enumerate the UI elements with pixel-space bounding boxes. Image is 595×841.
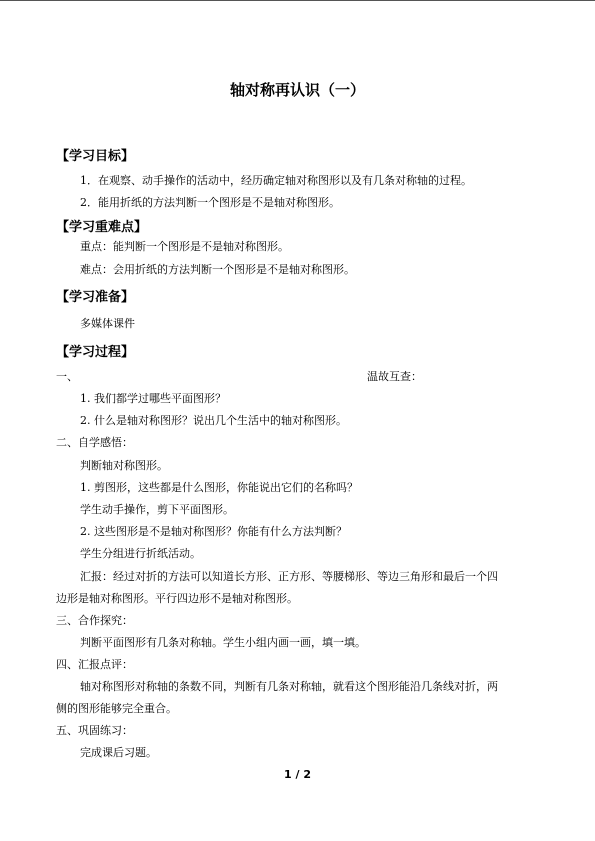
part2-line-2: 1. 剪图形，这些都是什么图形，你能说出它们的名称吗？: [80, 481, 358, 494]
part3-label: 三、合作探究：: [56, 614, 133, 627]
part2-line-1: 判断轴对称图形。: [80, 459, 168, 472]
part5-line-1: 完成课后习题。: [80, 746, 157, 759]
goal-item-2: 2．能用折纸的方法判断一个图形是不是轴对称图形。: [80, 196, 340, 209]
part5-label: 五、巩固练习：: [56, 724, 133, 737]
part1-label: 一、: [56, 370, 78, 383]
part1-item-1: 1. 我们都学过哪些平面图形？: [80, 392, 226, 405]
section-heading-goals: 【学习目标】: [56, 149, 135, 164]
part1-item-2: 2. 什么是轴对称图形？说出几个生活中的轴对称图形。: [80, 414, 347, 427]
key-point-item-2: 难点：会用折纸的方法判断一个图形是不是轴对称图形。: [80, 263, 355, 276]
part4-label: 四、汇报点评：: [56, 658, 133, 671]
section-heading-preparation: 【学习准备】: [56, 290, 135, 305]
part2-line-5: 学生分组进行折纸活动。: [80, 547, 201, 560]
part3-line-1: 判断平面图形有几条对称轴。学生小组内画一画，填一填。: [80, 636, 366, 649]
goal-item-1: 1．在观察、动手操作的活动中，经历确定轴对称图形以及有几条对称轴的过程。: [80, 174, 472, 187]
part4-line-1: 轴对称图形对称轴的条数不同，判断有几条对称轴，就看这个图形能沿几条线对折，两: [80, 680, 498, 693]
part2-label: 二、自学感悟：: [56, 436, 133, 449]
part1-title: 温故互查：: [367, 370, 422, 383]
page-title: 轴对称再认识（一）: [229, 81, 365, 99]
part2-line-3: 学生动手操作，剪下平面图形。: [80, 503, 234, 516]
part2-line-4: 2. 这些图形是不是轴对称图形？你能有什么方法判断？: [80, 525, 347, 538]
section-heading-process: 【学习过程】: [56, 345, 135, 360]
page-number: 1 / 2: [284, 768, 311, 781]
top-rule: [0, 0, 595, 1]
preparation-item: 多媒体课件: [80, 317, 135, 330]
part4-line-2: 侧的图形能够完全重合。: [56, 702, 177, 715]
part2-line-7: 边形是轴对称图形。平行四边形不是轴对称图形。: [56, 592, 298, 605]
part2-line-6: 汇报：经过对折的方法可以知道长方形、正方形、等腰梯形、等边三角形和最后一个四: [80, 570, 498, 583]
section-heading-key-points: 【学习重难点】: [56, 220, 148, 235]
key-point-item-1: 重点：能判断一个图形是不是轴对称图形。: [80, 240, 289, 253]
